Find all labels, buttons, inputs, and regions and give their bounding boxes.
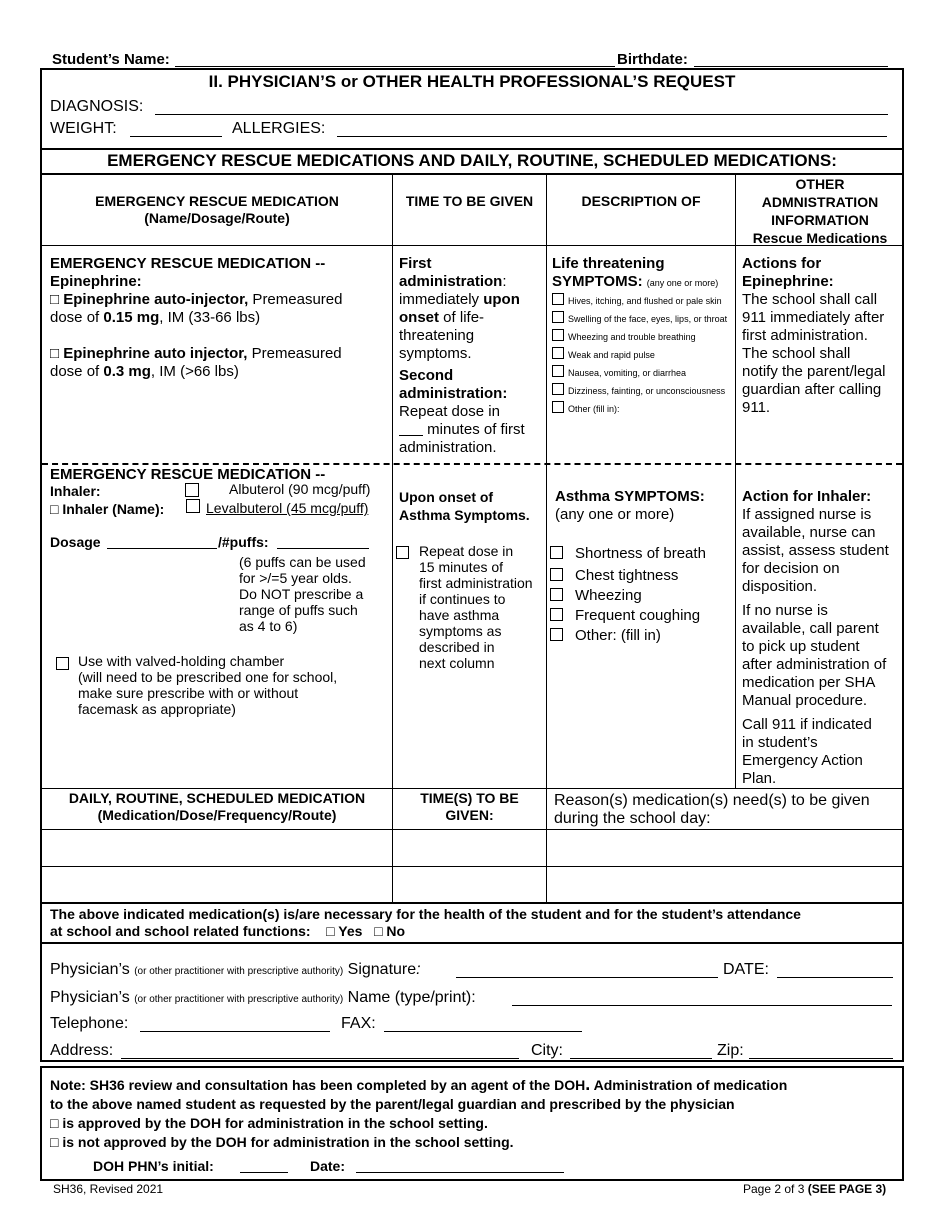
medications-title: EMERGENCY RESCUE MEDICATIONS AND DAILY, ROUTINE, SCHEDULED MEDICATIONS: bbox=[107, 151, 837, 170]
dashed-divider bbox=[42, 463, 902, 465]
fax-line[interactable] bbox=[384, 1031, 582, 1032]
asthma-checkbox[interactable] bbox=[550, 546, 563, 559]
repeat-checkbox[interactable] bbox=[396, 545, 413, 563]
daily-col1-header: DAILY, ROUTINE, SCHEDULED MEDICATION (Medication/Dose/Frequency/Route) bbox=[68, 790, 366, 823]
symptom-checkbox[interactable] bbox=[552, 293, 564, 305]
daily-med-cell[interactable] bbox=[42, 830, 392, 866]
city-line[interactable] bbox=[570, 1058, 712, 1059]
doh-initial-line[interactable] bbox=[240, 1172, 288, 1173]
asthma-checkbox[interactable] bbox=[550, 588, 563, 601]
epinephrine-symptoms-cell: Life threatening SYMPTOMS: (any one or more) Hives, itching, and flushed or pale skin Swelling of the face, eyes, lips, or throat Wheezing and trouble breathing Weak and rapid pulse Nausea, vomiting, or diarrhea Dizziness, fainting, or unconsciousness Other (fill in): bbox=[552, 255, 728, 414]
fax-label: FAX: bbox=[341, 1015, 376, 1032]
inhaler-time-title: Upon onset of Asthma Symptoms. bbox=[399, 489, 530, 523]
column-divider bbox=[735, 174, 736, 788]
inhaler-cell: EMERGENCY RESCUE MEDICATION -- bbox=[50, 466, 326, 483]
epi-03-checkbox[interactable]: □ bbox=[50, 345, 64, 362]
dosage-label: Dosage bbox=[50, 534, 101, 550]
asthma-checkbox[interactable] bbox=[550, 628, 563, 641]
birthdate-line[interactable] bbox=[694, 66, 888, 67]
divider bbox=[40, 788, 904, 789]
approved-checkbox[interactable]: □ bbox=[50, 1115, 63, 1131]
epinephrine-actions-cell: Actions for Epinephrine: The school shall call 911 immediately after first administration. The school shall notify the parent/legal guardian after calling 911. bbox=[742, 255, 886, 416]
footer-revision: SH36, Revised 2021 bbox=[53, 1182, 164, 1196]
puffs-line[interactable] bbox=[277, 548, 369, 549]
zip-line[interactable] bbox=[749, 1058, 893, 1059]
column-divider bbox=[546, 174, 547, 904]
name-line[interactable] bbox=[512, 1005, 892, 1006]
col-header-time: TIME TO BE GIVEN bbox=[405, 193, 534, 209]
date-line[interactable] bbox=[777, 977, 893, 978]
inhaler-heading: Inhaler: bbox=[50, 483, 101, 499]
puffs-label: /#puffs: bbox=[218, 534, 269, 550]
physician-signature-label: Physician’s (or other practitioner with prescriptive authority) Signature: bbox=[50, 961, 421, 978]
symptom-checkbox[interactable] bbox=[552, 383, 564, 395]
chamber-note: Use with valved-holding chamber (will need to be prescribed one for school, make sure prescribe with or without facemask as appropriate) bbox=[78, 653, 338, 717]
col-header-emergency: EMERGENCY RESCUE MEDICATION (Name/Dosage/Route) bbox=[95, 193, 339, 226]
symptom-checkbox[interactable] bbox=[552, 311, 564, 323]
asthma-symptoms-list: Shortness of breath Chest tightness Wheezing Frequent coughing Other: (fill in) bbox=[550, 544, 706, 646]
physician-name-label: Physician’s (or other practitioner with prescriptive authority) Name (type/print): bbox=[50, 989, 476, 1006]
symptom-checkbox[interactable] bbox=[552, 329, 564, 341]
inhaler-name-row: □ Inhaler (Name): bbox=[50, 501, 165, 517]
student-name-line[interactable] bbox=[175, 66, 615, 67]
albuterol-label: Albuterol (90 mcg/puff) bbox=[229, 481, 371, 497]
levalbuterol-label: Levalbuterol (45 mcg/puff) bbox=[206, 500, 369, 516]
weight-label: WEIGHT: bbox=[50, 120, 117, 137]
doh-date-line[interactable] bbox=[356, 1172, 564, 1173]
col-header-description: DESCRIPTION OF bbox=[581, 193, 701, 209]
allergies-line[interactable] bbox=[337, 136, 887, 137]
epi-015-checkbox[interactable]: □ bbox=[50, 291, 64, 308]
daily-col2-header: TIME(S) TO BE GIVEN: bbox=[420, 790, 519, 823]
asthma-checkbox[interactable] bbox=[550, 608, 563, 621]
date-label: DATE: bbox=[723, 961, 769, 978]
signature-line[interactable] bbox=[456, 977, 718, 978]
doh-initial-label: DOH PHN’s initial: bbox=[93, 1158, 214, 1174]
diagnosis-label: DIAGNOSIS: bbox=[50, 98, 144, 115]
levalbuterol-checkbox[interactable] bbox=[186, 499, 204, 517]
inhaler-action-cell: Action for Inhaler: If assigned nurse is available, nurse can assist, assess student for decision on disposition. If no nurse is available, call parent to pick up student after administration of medication per SHA Manual procedure. Call 911 if indicated in student’s Emergency Action Plan. bbox=[742, 488, 889, 787]
footer-page: Page 2 of 3 (SEE PAGE 3) bbox=[743, 1182, 887, 1196]
col-header-other-admin: OTHER ADMNISTRATION INFORMATION Rescue Medications bbox=[752, 176, 888, 246]
allergies-label: ALLERGIES: bbox=[232, 120, 326, 137]
telephone-line[interactable] bbox=[140, 1031, 330, 1032]
section2-title: II. PHYSICIAN’S or OTHER HEALTH PROFESSIONAL’S REQUEST bbox=[208, 72, 736, 91]
inhaler-time-text: Repeat dose in 15 minutes of first administration if continues to have asthma symptoms as described in next column bbox=[419, 543, 533, 671]
epinephrine-time-cell: First administration: immediately upon onset of life- threatening symptoms. Second administration: Repeat dose in minutes of first administration. bbox=[399, 255, 525, 456]
diagnosis-line[interactable] bbox=[155, 114, 888, 115]
birthdate-label: Birthdate: bbox=[617, 51, 688, 68]
necessity-text: The above indicated medication(s) is/are necessary for the health of the student and for the student’s attendance at school and school related functions: □ Yes □ No bbox=[50, 906, 801, 939]
weight-line[interactable] bbox=[130, 136, 222, 137]
minutes-blank[interactable] bbox=[399, 435, 423, 436]
epinephrine-cell: EMERGENCY RESCUE MEDICATION -- Epinephrine: □ Epinephrine auto-injector, Premeasured dose of 0.15 mg, IM (33-66 lbs) □ Epinephrine auto injector, Premeasured dose of 0.3 mg, IM (>66 lbs) bbox=[50, 255, 343, 380]
asthma-symptoms-title: Asthma SYMPTOMS: (any one or more) bbox=[555, 488, 705, 523]
student-name-label: Student’s Name: bbox=[52, 51, 170, 68]
chamber-checkbox[interactable] bbox=[56, 656, 73, 674]
dosage-line[interactable] bbox=[107, 548, 217, 549]
daily-med-cell[interactable] bbox=[42, 867, 392, 903]
address-line[interactable] bbox=[121, 1058, 519, 1059]
doh-note: Note: SH36 review and consultation has been completed by an agent of the DOH. Administration of medication to the above named student as requested by the parent/legal guardian and prescribed by the physician □ is approved by the DOH for administration in the school setting. □ is not approved by the DOH for administration in the school setting. bbox=[50, 1074, 788, 1150]
daily-col3-header: Reason(s) medication(s) need(s) to be given during the school day: bbox=[554, 792, 870, 827]
city-label: City: bbox=[531, 1042, 563, 1059]
not-approved-checkbox[interactable]: □ bbox=[50, 1134, 63, 1150]
zip-label: Zip: bbox=[717, 1042, 744, 1059]
puff-note: (6 puffs can be used for >/=5 year olds. Do NOT prescribe a range of puffs such as 4 to 6) bbox=[239, 554, 366, 634]
yes-checkbox[interactable]: □ bbox=[326, 923, 339, 939]
inhaler-name-checkbox[interactable]: □ bbox=[50, 501, 63, 517]
symptom-checkbox[interactable] bbox=[552, 401, 564, 413]
no-checkbox[interactable]: □ bbox=[374, 923, 387, 939]
asthma-checkbox[interactable] bbox=[550, 568, 563, 581]
telephone-label: Telephone: bbox=[50, 1015, 129, 1032]
symptom-checkbox[interactable] bbox=[552, 365, 564, 377]
address-label: Address: bbox=[50, 1042, 114, 1059]
doh-date-label: Date: bbox=[310, 1158, 346, 1174]
symptom-checkbox[interactable] bbox=[552, 347, 564, 359]
